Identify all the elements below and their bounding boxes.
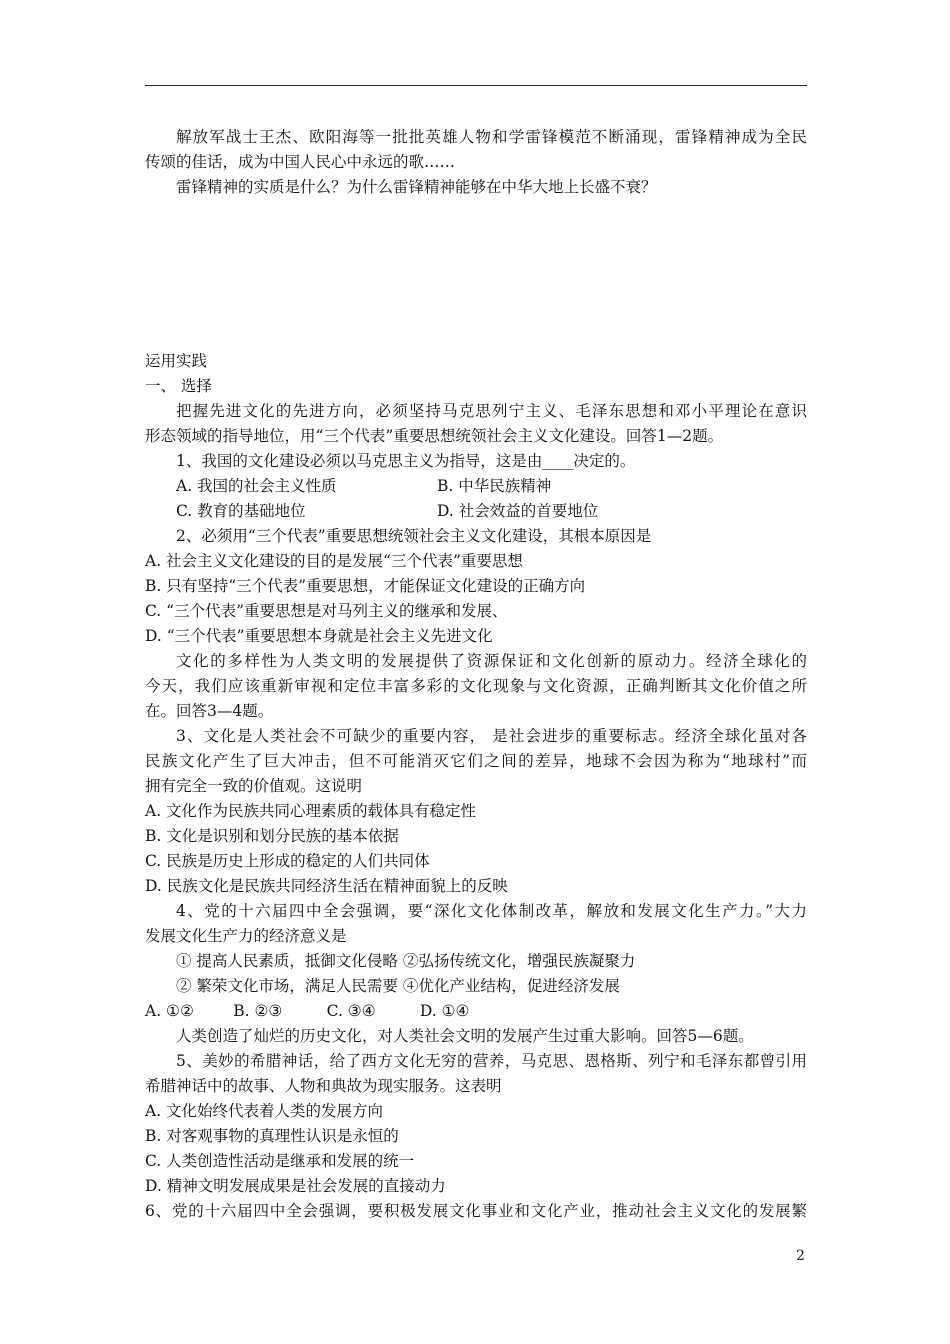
q3-stem-line1: 3、文化是人类社会不可缺少的重要内容， 是社会进步的重要标志。经济全球化虽对各 (176, 727, 807, 745)
material1-line1: 把握先进文化的先进方向，必须坚持马克思列宁主义、毛泽东思想和邓小平理论在意识 (176, 402, 807, 420)
q4-stem-line1: 4、党的十六届四中全会强调，要“深化文化体制改革，解放和发展文化生产力。”大力 (176, 902, 807, 920)
q5-option-c: C. 人类创造性活动是继承和发展的统一 (145, 1152, 415, 1170)
q1-stem: 1、我国的文化建设必须以马克思主义为指导，这是由____决定的。 (176, 452, 636, 470)
q2-stem: 2、必须用“三个代表”重要思想统领社会主义文化建设，其根本原因是 (176, 527, 652, 545)
q3-option-a: A. 文化作为民族共同心理素质的载体具有稳定性 (145, 802, 477, 820)
q2-option-b: B. 只有坚持“三个代表”重要思想，才能保证文化建设的正确方向 (145, 577, 586, 595)
intro-paragraph-line1: 解放军战士王杰、欧阳海等一批批英雄人物和学雷锋模范不断涌现，雷锋精神成为全民 (176, 128, 807, 146)
q5-option-a: A. 文化始终代表着人类的发展方向 (145, 1102, 384, 1120)
q4-items-1-2: ① 提高人民素质，抵御文化侵略 ②弘扬传统文化，增强民族凝聚力 (176, 952, 636, 970)
intro-question: 雷锋精神的实质是什么？为什么雷锋精神能够在中华大地上长盛不衰？ (176, 178, 657, 196)
material1-line2: 形态领域的指导地位，用“三个代表”重要思想统领社会主义文化建设。回答1—2题。 (145, 427, 724, 445)
q2-option-a: A. 社会主义文化建设的目的是发展“三个代表”重要思想 (145, 552, 523, 570)
material2-line1: 文化的多样性为人类文明的发展提供了资源保证和文化创新的原动力。经济全球化的 (176, 652, 807, 670)
q4-stem-line2: 发展文化生产力的经济意义是 (145, 927, 347, 945)
q4-options: A. ①② B. ②③ C. ③④ D. ①④ (145, 1002, 470, 1020)
q3-option-b: B. 文化是识别和划分民族的基本依据 (145, 827, 399, 845)
q3-stem-line3: 拥有完全一致的价值观。这说明 (145, 777, 363, 795)
q1-option-b: B. 中华民族精神 (437, 477, 552, 495)
q3-stem-line2: 民族文化产生了巨大冲击，但不可能消灭它们之间的差异，地球不会因为称为“地球村”而 (145, 752, 807, 770)
q1-options-ab (176, 476, 807, 496)
q5-option-d: D. 精神文明发展成果是社会发展的直接动力 (145, 1177, 446, 1195)
header-rule (145, 85, 807, 86)
q4-items-3-4: ② 繁荣文化市场，满足人民需要 ④优化产业结构，促进经济发展 (176, 977, 620, 995)
q1-option-d: D. 社会效益的首要地位 (437, 502, 599, 520)
q3-option-d: D. 民族文化是民族共同经济生活在精神面貌上的反映 (145, 877, 508, 895)
q1-options-cd (176, 501, 807, 521)
q6-stem-line1: 6、党的十六届四中全会强调，要积极发展文化事业和文化产业，推动社会主义文化的发展繁 (145, 1202, 807, 1220)
q3-option-c: C. 民族是历史上形成的稳定的人们共同体 (145, 852, 430, 870)
material3-line1: 人类创造了灿烂的历史文化，对人类社会文明的发展产生过重大影响。回答5—6题。 (176, 1027, 754, 1045)
q1-option-c: C. 教育的基础地位 (176, 502, 306, 520)
material2-line3: 在。回答3—4题。 (145, 702, 274, 720)
page-number: 2 (796, 1248, 805, 1264)
q2-option-d: D. “三个代表”重要思想本身就是社会主义先进文化 (145, 627, 493, 645)
material2-line2: 今天，我们应该重新审视和定位丰富多彩的文化现象与文化资源，正确判断其文化价值之所 (145, 677, 807, 695)
intro-paragraph-line2: 传颂的佳话，成为中国人民心中永远的歌…… (145, 153, 456, 171)
q5-stem-line1: 5、美妙的希腊神话，给了西方文化无穷的营养，马克思、恩格斯、列宁和毛泽东都曾引用 (176, 1052, 807, 1070)
q5-stem-line2: 希腊神话中的故事、人物和典故为现实服务。这表明 (145, 1077, 502, 1095)
q1-option-a: A. 我国的社会主义性质 (176, 477, 337, 495)
q5-option-b: B. 对客观事物的真理性认识是永恒的 (145, 1127, 399, 1145)
section-subtitle: 一、 选择 (145, 377, 212, 395)
q2-option-c: C. “三个代表”重要思想是对马列主义的继承和发展、 (145, 602, 508, 620)
section-title: 运用实践 (145, 352, 208, 370)
